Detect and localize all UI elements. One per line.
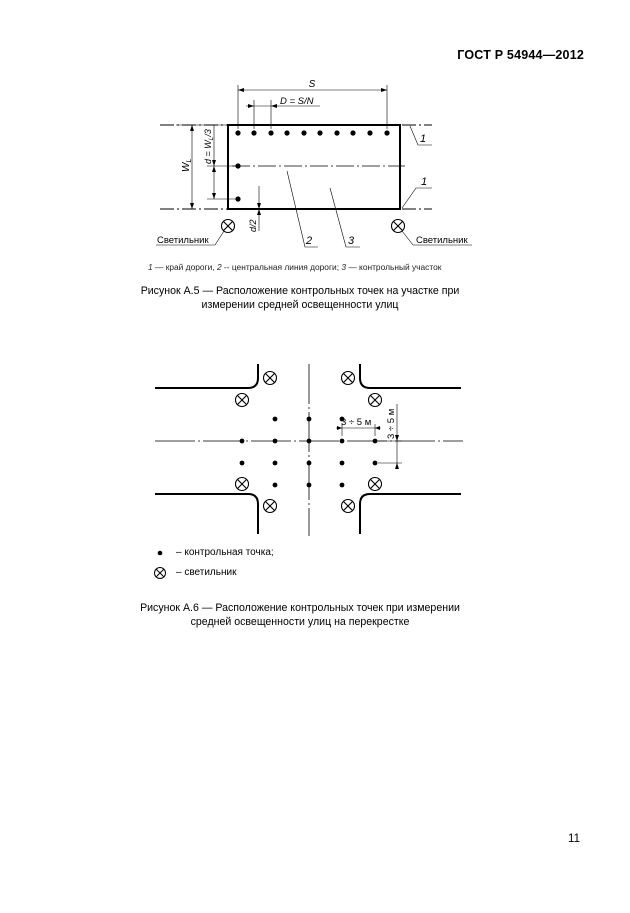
callout-3: 3	[348, 235, 355, 247]
control-point	[307, 439, 312, 444]
lamp-icon	[342, 372, 355, 385]
lamp-icon	[369, 394, 382, 407]
legend-point-symbol	[158, 551, 163, 556]
figure-a5-legend: 1 — край дороги, 2 -- центральная линия дороги; 3 — контрольный участок	[148, 262, 442, 272]
d-formula-label: D = S/N	[280, 96, 314, 107]
lamp-left-label: Светильник	[157, 235, 209, 246]
control-point	[340, 483, 345, 488]
legend-lamp-icon	[155, 568, 166, 579]
page-number: 11	[568, 833, 580, 845]
figure-a6-caption	[120, 601, 480, 629]
d-eq-label: $d = W_L/3$	[203, 129, 215, 164]
callout-1-top: 1	[420, 133, 427, 145]
control-point	[273, 417, 278, 422]
control-point	[240, 439, 245, 444]
caption-line: измерении средней освещенности улиц	[201, 299, 399, 311]
legend-lamp-text: – светильник	[176, 567, 237, 578]
callout-2: 2	[306, 235, 313, 247]
dim-v-arrow-bot	[395, 463, 399, 469]
control-point	[307, 461, 312, 466]
dim-h-label: 3 ÷ 5 м	[341, 417, 372, 428]
control-point	[307, 483, 312, 488]
callout-1-bottom: 1	[421, 176, 428, 188]
lamp-icon	[342, 500, 355, 513]
d-half-label: d/2	[248, 219, 258, 232]
control-point	[340, 439, 345, 444]
curb-top-right	[360, 364, 461, 388]
control-point	[373, 439, 378, 444]
control-point	[273, 483, 278, 488]
curb-bottom-right	[360, 494, 461, 534]
legend-point-text: – контрольная точка;	[176, 547, 274, 558]
control-point	[373, 461, 378, 466]
curb-bottom-left	[155, 494, 258, 534]
caption-line: Рисунок А.5 — Расположение контрольных точек на участке при	[140, 285, 460, 297]
caption-line: средней освещенности улиц на перекрестке	[190, 616, 410, 628]
control-point	[240, 461, 245, 466]
control-point	[340, 461, 345, 466]
s-label: S	[308, 79, 316, 90]
control-point	[307, 417, 312, 422]
curb-top-left	[155, 364, 258, 388]
wl-label: $W_L$	[181, 158, 193, 172]
dim-v-label: 3 ÷ 5 м	[386, 408, 397, 439]
caption-line: Рисунок А.6 — Расположение контрольных точек при измерении	[140, 602, 460, 614]
control-point	[273, 439, 278, 444]
lamp-icon	[369, 478, 382, 491]
document-header: ГОСТ Р 54944—2012	[457, 48, 584, 62]
lamp-icon	[236, 394, 249, 407]
control-point	[273, 461, 278, 466]
lamp-icon	[236, 478, 249, 491]
dim-h-arrow-right	[375, 426, 380, 430]
lamp-icon	[264, 372, 277, 385]
lamp-icon	[264, 500, 277, 513]
lamp-right-label: Светильник	[416, 235, 468, 246]
